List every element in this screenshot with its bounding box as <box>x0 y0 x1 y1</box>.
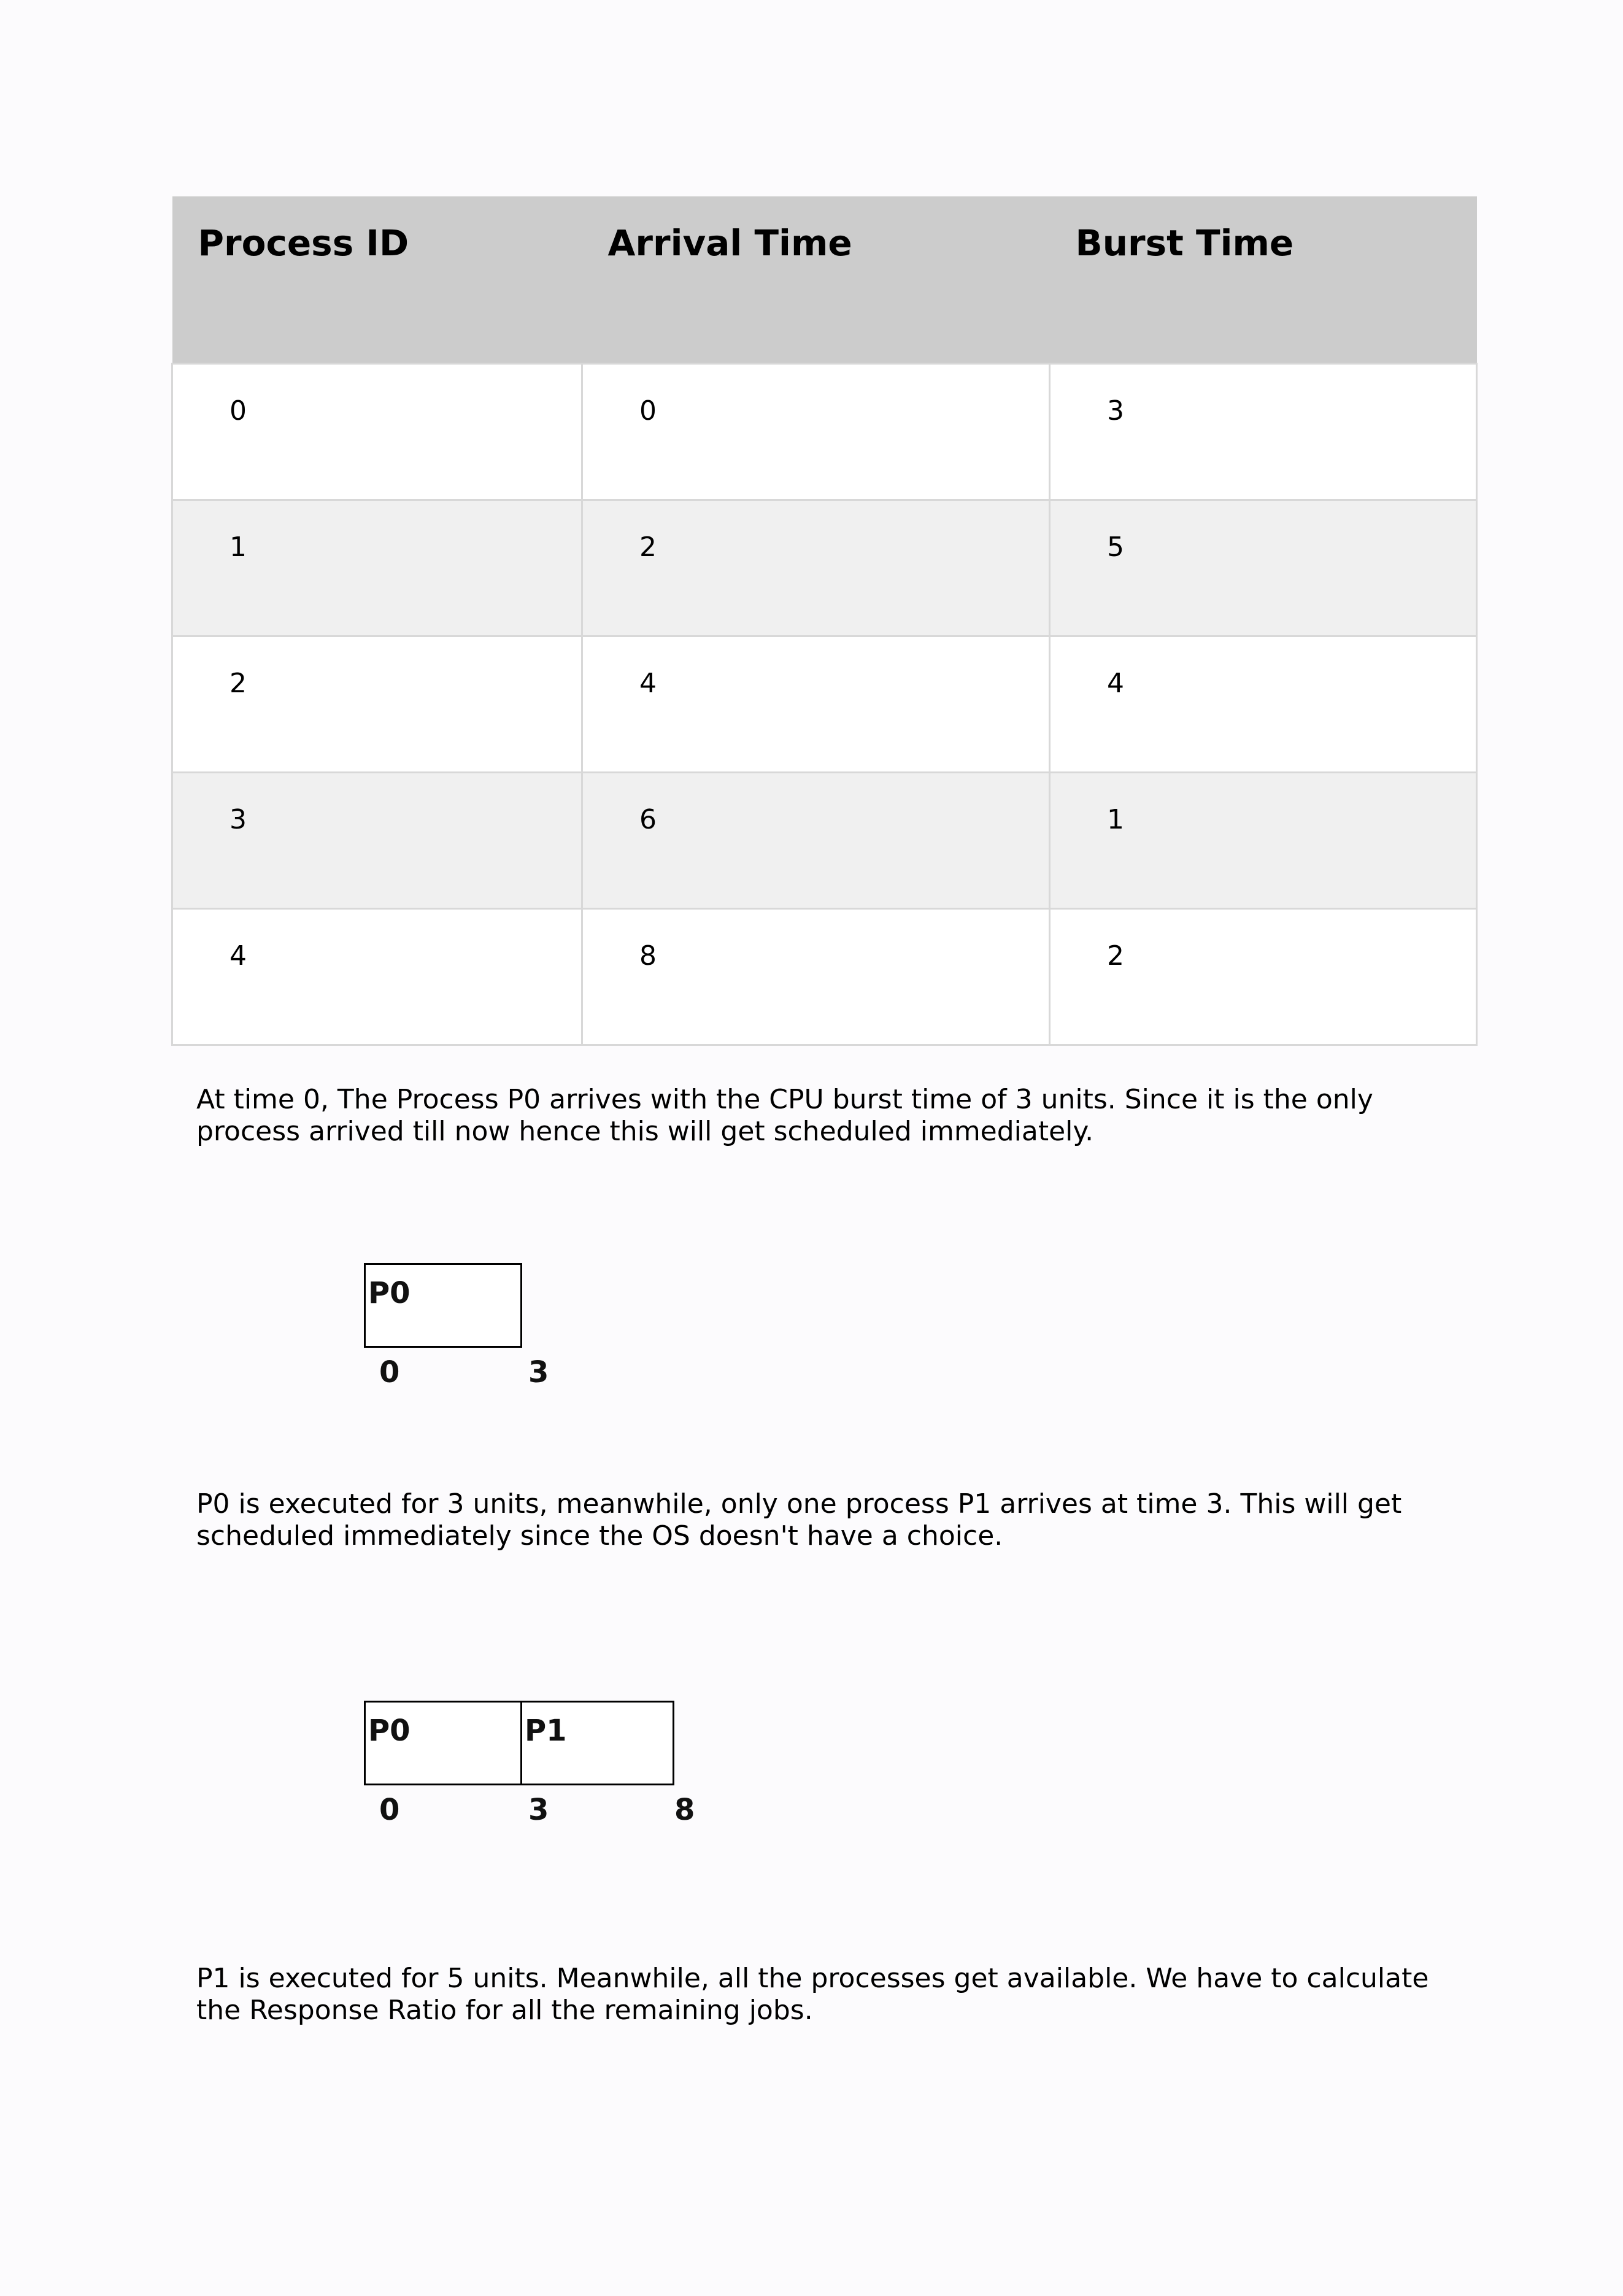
gantt-tick: 3 <box>528 1793 549 1827</box>
cell-arrival-time: 2 <box>582 500 1050 636</box>
cell-process-id: 3 <box>172 772 582 908</box>
gantt-tick: 0 <box>379 1793 400 1827</box>
gantt-tick: 8 <box>674 1793 695 1827</box>
cell-burst-time: 3 <box>1050 363 1477 500</box>
cell-arrival-time: 8 <box>582 908 1050 1045</box>
table-header-row <box>172 196 1477 363</box>
table-row <box>172 636 1477 772</box>
cell-burst-time: 2 <box>1050 908 1477 1045</box>
paragraph-p0-executed: P0 is executed for 3 units, meanwhile, only one process P1 arrives at time 3. This will get scheduled immediately since the OS doesn't have a choice. <box>196 1488 1402 1552</box>
header-burst-time: Burst Time <box>1050 196 1477 363</box>
cell-process-id: 0 <box>172 363 582 500</box>
cell-burst-time: 5 <box>1050 500 1477 636</box>
header-arrival-time: Arrival Time <box>582 196 1050 363</box>
gantt-chart-2 <box>364 1701 732 1842</box>
header-process-id: Process ID <box>172 196 582 363</box>
table-row <box>172 500 1477 636</box>
gantt-chart-1 <box>364 1263 609 1404</box>
table-row <box>172 772 1477 908</box>
paragraph-p1-executed: P1 is executed for 5 units. Meanwhile, all the processes get available. We have to calculate the Response Ratio for all the remaining jobs. <box>196 1963 1429 2026</box>
cell-arrival-time: 6 <box>582 772 1050 908</box>
process-table <box>171 196 1478 1046</box>
gantt-block-label: P0 <box>368 1276 411 1310</box>
paragraph-time-0: At time 0, The Process P0 arrives with the CPU burst time of 3 units. Since it is the only process arrived till now hence this will get scheduled immediately. <box>196 1084 1373 1147</box>
cell-burst-time: 1 <box>1050 772 1477 908</box>
table-row <box>172 908 1477 1045</box>
cell-burst-time: 4 <box>1050 636 1477 772</box>
cell-process-id: 1 <box>172 500 582 636</box>
cell-process-id: 2 <box>172 636 582 772</box>
cell-arrival-time: 4 <box>582 636 1050 772</box>
gantt-block-p1 <box>520 1701 674 1785</box>
gantt-tick: 0 <box>379 1355 400 1390</box>
gantt-tick: 3 <box>528 1355 549 1390</box>
table-row <box>172 363 1477 500</box>
gantt-block-p0 <box>364 1701 522 1785</box>
cell-arrival-time: 0 <box>582 363 1050 500</box>
cell-process-id: 4 <box>172 908 582 1045</box>
gantt-block-label: P0 <box>368 1714 411 1748</box>
gantt-block-p0 <box>364 1263 522 1348</box>
gantt-block-label: P1 <box>525 1714 567 1748</box>
